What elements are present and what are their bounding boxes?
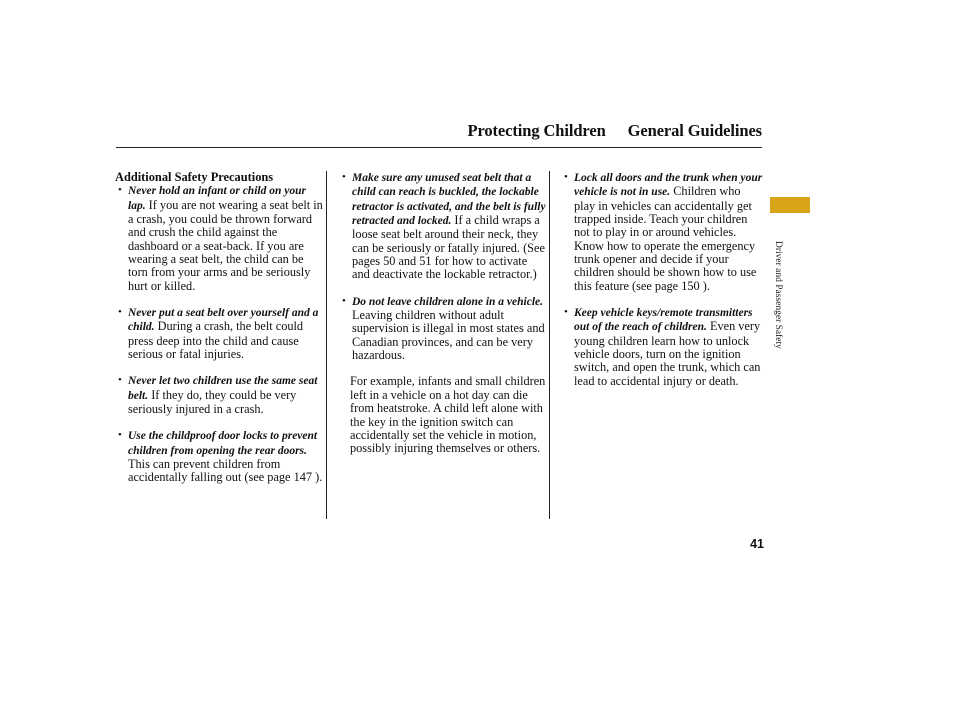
bullet: • [118,429,122,442]
column-1 [115,171,327,519]
precaution-item [115,374,326,416]
precaution-item [339,295,549,363]
header-title [467,121,762,141]
item-text: Leaving children without adult supervision is illegal in most states and Canadian provinces, and can be very hazardous. [352,308,545,363]
precaution-item [115,306,326,361]
side-section-label: Driver and Passenger Safety [773,241,783,349]
column-3 [561,171,765,519]
section-tab [770,197,810,213]
bullet: • [342,171,346,183]
body-paragraph: For example, infants and small children left in a vehicle on a hot day can die from heatstroke. A child left alone with the key in the ignition switch can accidentally set the vehicle in motion, possibly injuring themselves or others. [350,374,546,456]
page-header [116,121,762,148]
item-lead: Do not leave children alone in a vehicle. [352,295,544,308]
column-2 [339,171,550,519]
bullet: • [564,171,568,183]
item-lead: Lock all doors and the trunk when your vehicle is not in use. [574,172,763,199]
item-lead: Never hold an infant or child on your lap. [128,185,306,212]
item-lead: Keep vehicle keys/remote transmitters out of the reach of children. [574,307,753,334]
precaution-item [339,171,549,282]
bullet: • [564,306,568,319]
page-number: 41 [750,537,764,551]
item-text: Children who play in vehicles can accidentally get trapped inside. Teach your children not to play in or around vehicles. Know how to operate the emergency trunk opener and decide if your children should be shown how to use this feature (see page 150 ). [574,184,757,293]
header-section: Protecting Children [467,121,606,140]
item-lead: Never let two children use the same seat belt. [128,375,318,402]
section-heading: Additional Safety Precautions [115,170,274,184]
bullet: • [118,306,122,319]
bullet: • [118,184,122,197]
bullet: • [118,374,122,387]
item-text: During a crash, the belt could press deep into the child and cause serious or fatal injuries. [128,319,304,362]
precaution-item [561,306,765,388]
item-text: If a child wraps a loose seat belt around their neck, they can be seriously or fatally injured. (See pages 50 and 51 for how to activate and deactivate the lockable retractor.) [352,213,545,282]
item-text: If you are not wearing a seat belt in a crash, you could be thrown forward and crush the child against the dashboard or a seat-back. If you are wearing a seat belt, the child can be torn from your arms and be seriously hurt or killed. [128,197,323,293]
item-lead: Never put a seat belt over yourself and a child. [128,307,319,334]
item-lead: Make sure any unused seat belt that a child can reach is buckled, the lockable retractor is activated, and the belt is fully retracted and locked. [352,172,546,228]
item-text: Even very young children learn how to unlock vehicle doors, turn on the ignition switch, and open the trunk, which can lead to accidental injury or death. [574,319,761,388]
bullet: • [342,294,346,307]
item-lead: Use the childproof door locks to prevent children from opening the rear doors. [128,430,318,457]
precaution-item [115,429,326,484]
header-topic: General Guidelines [627,121,762,140]
precaution-item [115,184,326,293]
precaution-item [561,171,765,293]
item-text: If they do, they could be very seriously injured in a crash. [128,387,297,417]
item-text: This can prevent children from accidentally falling out (see page 147 ). [128,457,323,485]
